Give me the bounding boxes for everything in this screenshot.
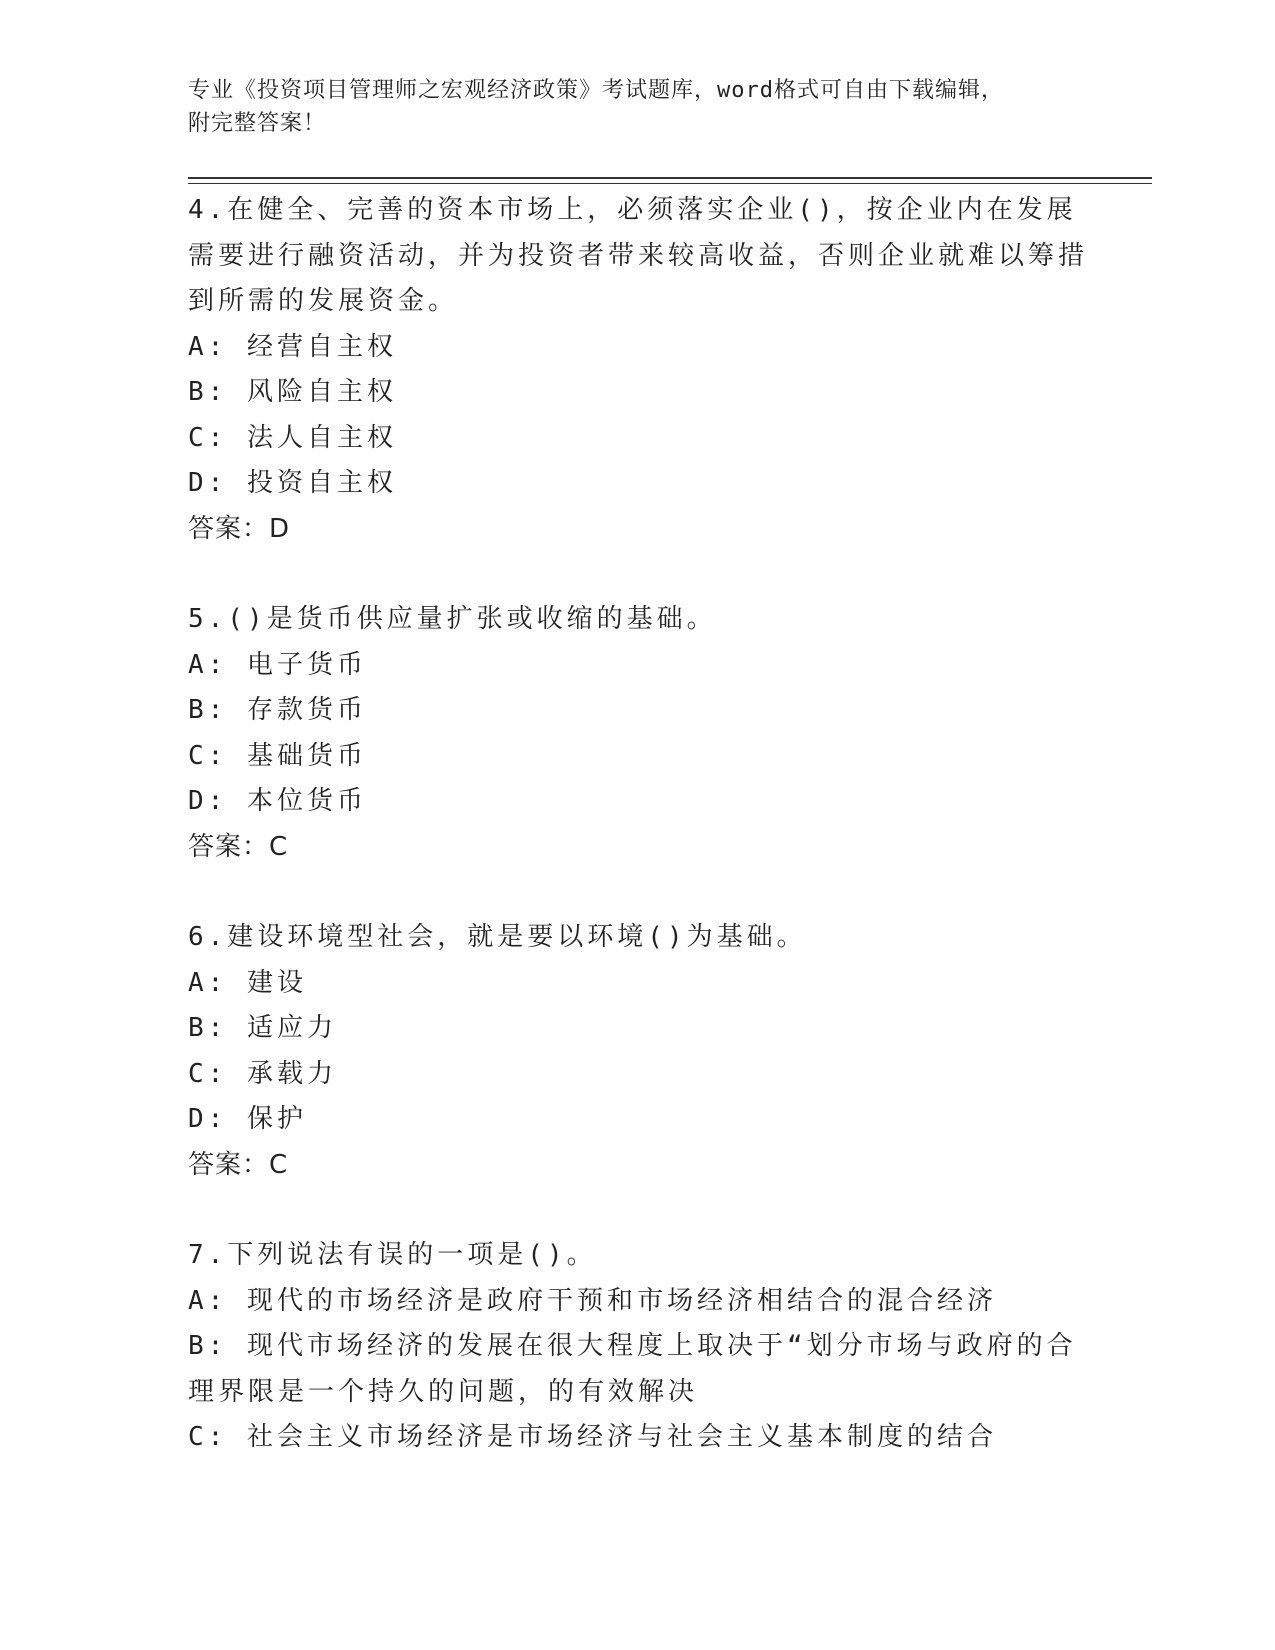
option-c: C: 法人自主权 [188, 422, 397, 453]
document-intro [188, 74, 1068, 140]
question-list [188, 188, 1088, 1506]
option-b: B: 存款货币 [188, 695, 367, 725]
question-stem: 4.在健全、完善的资本市场上，必须落实企业()，按企业内在发展需要进行融资活动，并为投资者带来较高收益，否则企业就难以筹措到所需的发展资金。 [188, 195, 1089, 316]
answer: 答案：D [188, 513, 291, 544]
question-stem: 7.下列说法有误的一项是()。 [188, 1240, 597, 1270]
option-b: B: 适应力 [188, 1013, 337, 1043]
option-c: C: 基础货币 [188, 740, 367, 771]
question-4 [188, 188, 1088, 552]
answer: 答案：C [188, 831, 289, 862]
option-d: D: 本位货币 [188, 786, 367, 816]
option-c: C: 社会主义市场经济是市场经济与社会主义基本制度的结合 [188, 1422, 997, 1452]
intro-line-2: 附完整答案！ [188, 111, 327, 136]
header-divider-thin [188, 183, 1152, 184]
question-5 [188, 597, 1088, 870]
option-a: A: 电子货币 [188, 649, 367, 680]
option-b: B: 现代市场经济的发展在很大程度上取决于“划分市场与政府的合理界限是一个持久的问题，的有效解决 [188, 1331, 1077, 1407]
header-divider-thick [188, 177, 1152, 179]
option-a: A: 现代的市场经济是政府干预和市场经济相结合的混合经济 [188, 1285, 997, 1316]
question-stem: 5.()是货币供应量扩张或收缩的基础。 [188, 604, 717, 634]
intro-line-1: 专业《投资项目管理师之宏观经济政策》考试题库，word格式可自由下载编辑， [188, 78, 1004, 103]
question-6 [188, 915, 1088, 1188]
option-d: D: 保护 [188, 1104, 307, 1134]
option-a: A: 建设 [188, 967, 307, 998]
option-a: A: 经营自主权 [188, 331, 397, 362]
answer: 答案：C [188, 1149, 289, 1180]
option-d: D: 投资自主权 [188, 468, 397, 498]
option-b: B: 风险自主权 [188, 377, 397, 407]
question-7 [188, 1233, 1088, 1461]
option-c: C: 承载力 [188, 1058, 337, 1089]
question-stem: 6.建设环境型社会，就是要以环境()为基础。 [188, 922, 807, 952]
